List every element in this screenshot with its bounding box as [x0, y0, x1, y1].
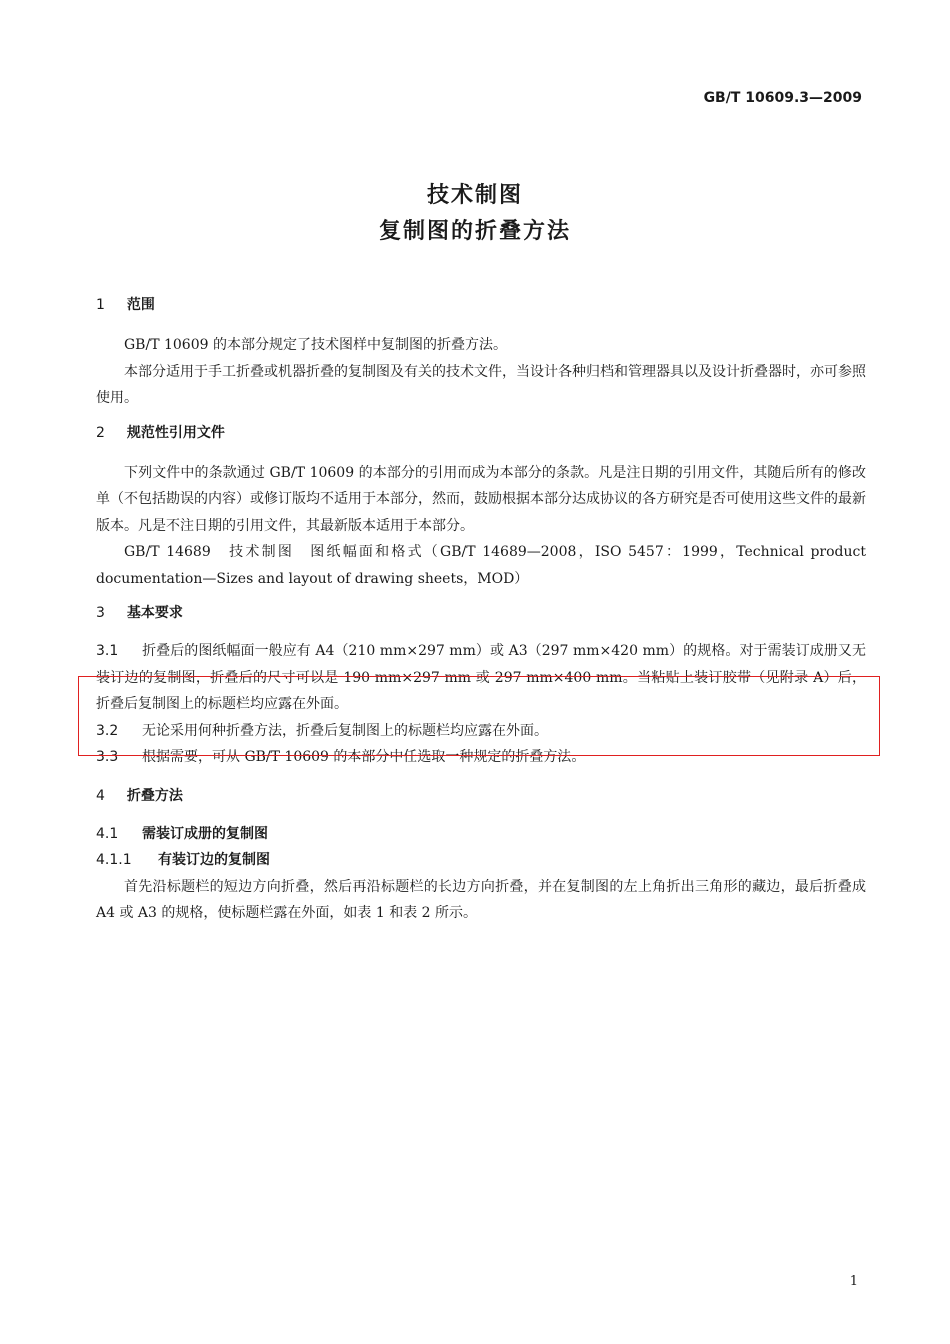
section-title: 范围	[126, 297, 155, 313]
section-number: 3	[96, 605, 105, 621]
section-2-heading	[96, 420, 866, 446]
section-number: 1	[96, 297, 105, 313]
section-1-heading	[96, 292, 866, 318]
clause-text: 无论采用何种折叠方法，折叠后复制图上的标题栏均应露在外面。	[142, 722, 548, 739]
paragraph: GB/T 10609 的本部分规定了技术图样中复制图的折叠方法。	[124, 337, 507, 353]
subsection-4-1-1-heading	[96, 847, 866, 874]
page-number: 1	[849, 1274, 858, 1289]
subsection-4-1-heading	[96, 821, 866, 848]
subsection-title: 有装订边的复制图	[158, 852, 270, 868]
section-4-heading	[96, 783, 866, 809]
section-title: 基本要求	[126, 605, 183, 621]
clause-number: 3.3	[96, 749, 119, 765]
subsection-number: 4.1.1	[96, 852, 132, 868]
clause-text: 根据需要，可从 GB/T 10609 的本部分中任选取一种规定的折叠方法。	[142, 749, 586, 765]
clause-number: 3.2	[96, 722, 119, 739]
paragraph: GB/T 14689 技术制图 图纸幅面和格式（GB/T 14689—2008，ISO 5457：1999，Technical product documentation—Sizes and layout of drawing sheets，MOD）	[96, 544, 866, 587]
paragraph: 首先沿标题栏的短边方向折叠，然后再沿标题栏的长边方向折叠，并在复制图的左上角折出三角形的藏边，最后折叠成 A4 或 A3 的规格，使标题栏露在外面，如表 1 和表 2 所示。	[96, 878, 866, 921]
clause-number: 3.1	[96, 643, 119, 659]
document-title-line1: 技术制图	[426, 183, 523, 208]
clause-text: 折叠后的图纸幅面一般应有 A4（210 mm×297 mm）或 A3（297 mm×420 mm）的规格。对于需装订成册又无装订边的复制图，折叠后的尺寸可以是 190 mm×297 mm 或 297 mm×400 mm。当粘贴上装订胶带（见附录 A）后，折叠后复制图上的标题栏均应露在外面。	[96, 643, 866, 712]
subsection-title: 需装订成册的复制图	[142, 825, 268, 842]
paragraph: 本部分适用于手工折叠或机器折叠的复制图及有关的技术文件，当设计各种归档和管理器具以及设计折叠器时，亦可参照使用。	[96, 363, 866, 406]
standard-code: GB/T 10609.3—2009	[703, 90, 862, 106]
document-title-line2: 复制图的折叠方法	[378, 219, 571, 244]
document-body	[96, 292, 866, 935]
section-number: 4	[96, 787, 105, 804]
section-title: 折叠方法	[126, 787, 183, 804]
subsection-number: 4.1	[96, 825, 119, 842]
highlight-box	[78, 676, 880, 756]
paragraph: 下列文件中的条款通过 GB/T 10609 的本部分的引用而成为本部分的条款。凡是注日期的引用文件，其随后所有的修改单（不包括勘误的内容）或修订版均不适用于本部分，然而，鼓励根据本部分达成协议的各方研究是否可使用这些文件的最新版本。凡是不注日期的引用文件，其最新版本适用于本部分。	[96, 464, 866, 534]
section-number: 2	[96, 424, 105, 441]
section-title: 规范性引用文件	[126, 424, 225, 441]
section-3-heading	[96, 600, 866, 626]
